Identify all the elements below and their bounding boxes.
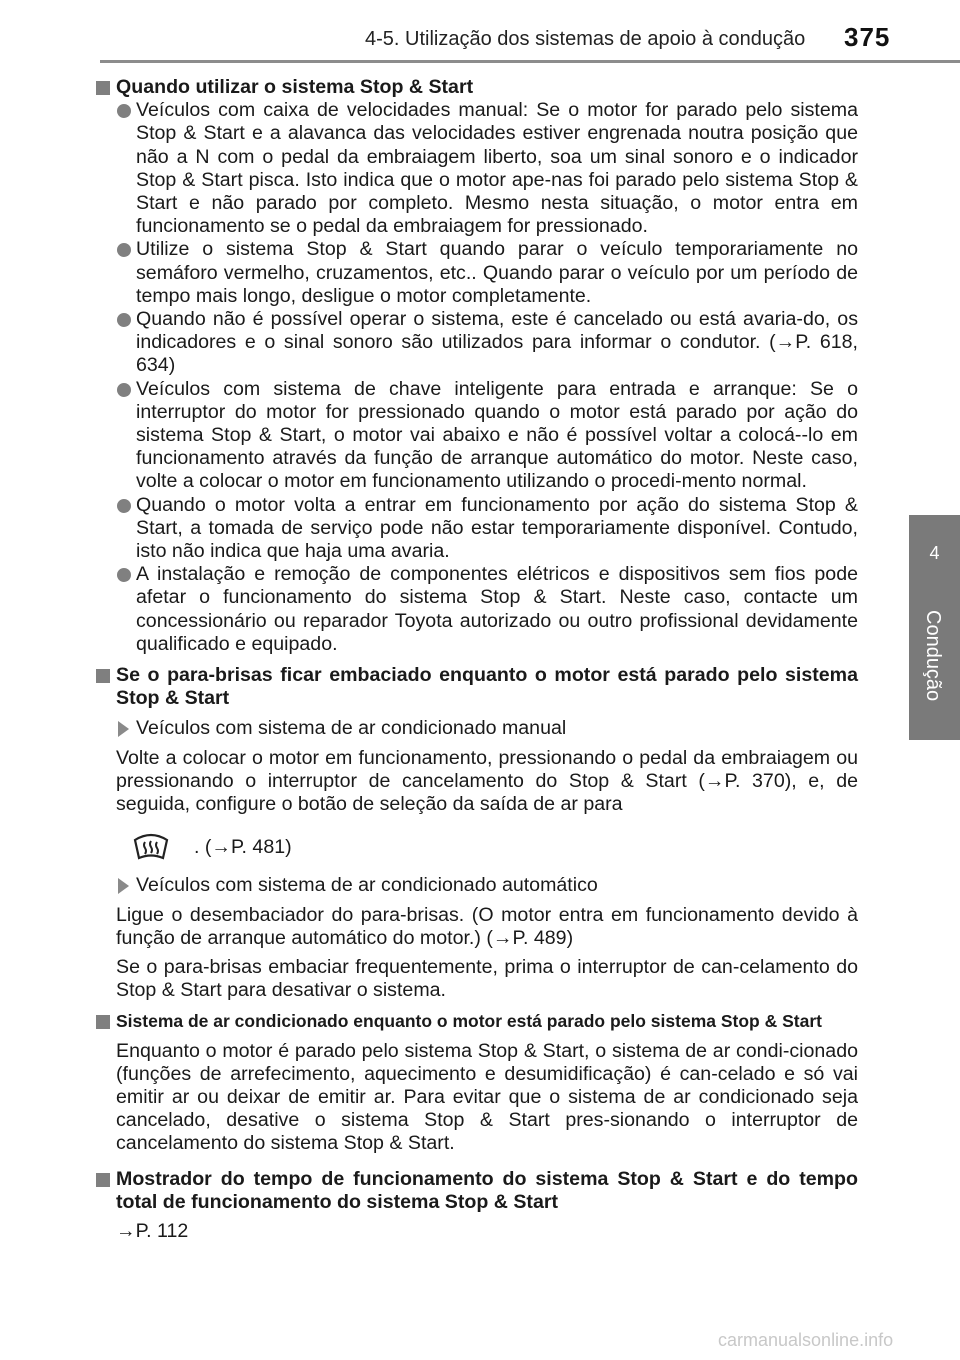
section-heading xyxy=(96,1168,858,1214)
section-title: Se o para-brisas ficar embaciado enquanto o motor está parado pelo sistema Stop & Start xyxy=(116,664,858,710)
bullet-text: Veículos com caixa de velocidades manual: Se o motor for parado pelo sistema Stop & Start e a alavanca das velocidades estiver engrenada noutra posição que não a N com o pedal da embraiagem liberto, soa um sinal sonoro e o indicador Stop & Start pisca. Isto indica que o motor ape-nas foi parado pelo sistema Stop & Start e não parado por completo. Mesmo nesta situação, o motor entra em funcionamento se o pedal da embraiagem for pressionado. xyxy=(136,99,858,238)
bullet-text: A instalação e remoção de componentes elétricos e dispositivos sem fios pode afetar o funcionamento do sistema Stop & Start. Neste caso, contacte um concessionário ou reparador Toyota autorizado ou outro profissional devidamente qualificado e equipado. xyxy=(136,563,858,655)
paragraph: Volte a colocar o motor em funcionamento, pressionando o pedal da embraiagem ou pressionando o interruptor de cancelamento do Stop & Start (→P. 370), e, de seguida, configure o botão de seleção da saída de ar para xyxy=(116,746,858,816)
chapter-number: 4 xyxy=(929,543,940,563)
chapter-tab[interactable] xyxy=(909,515,960,740)
bullet-item xyxy=(116,308,858,378)
header-rule xyxy=(100,60,960,63)
bullet-dot xyxy=(116,563,136,656)
section-heading xyxy=(96,664,858,710)
bullet-dot xyxy=(116,238,136,308)
watermark: carmanualsonline.info xyxy=(718,1330,894,1350)
bullet-text: Veículos com sistema de chave inteligente para entrada e arranque: Se o interruptor do motor for pressionado quando o motor está parado por ação do sistema Stop & Start, o motor vai abaixo e não é possível voltar a colocá--lo em funcionamento através da função de arranque automático do motor. Neste caso, volte a colocar o motor em funcionamento utilizando o procedi-mento normal. xyxy=(136,377,858,493)
page-number: 375 xyxy=(844,22,891,52)
bullet-item xyxy=(116,238,858,308)
subheading xyxy=(116,717,858,740)
section-title: Sistema de ar condicionado enquanto o motor está parado pelo sistema Stop & Start xyxy=(116,1011,822,1032)
bullet-item xyxy=(116,99,858,238)
bullet-dot xyxy=(116,378,136,494)
triangle-icon xyxy=(116,874,136,897)
paragraph: Se o para-brisas embaciar frequentemente, prima o interruptor de can-celamento do Stop & Start para desativar o sistema. xyxy=(116,955,858,1002)
section-marker xyxy=(96,668,116,684)
bullet-item xyxy=(116,563,858,656)
bullet-text: Quando o motor volta a entrar em funcionamento por ação do sistema Stop & Start, a tomada de serviço pode não estar temporariamente disponível. Contudo, isto não indica que haja uma avaria. xyxy=(136,493,858,563)
triangle-icon xyxy=(116,717,136,740)
section-heading xyxy=(96,76,858,99)
section-marker xyxy=(96,1172,116,1188)
subheading-text: Veículos com sistema de ar condicionado automático xyxy=(136,874,598,897)
bullet-item xyxy=(116,494,858,564)
subheading-text: Veículos com sistema de ar condicionado manual xyxy=(136,717,567,740)
page-content xyxy=(96,76,858,1243)
bullet-dot xyxy=(116,99,136,238)
subheading xyxy=(116,874,858,897)
paragraph: Enquanto o motor é parado pelo sistema Stop & Start, o sistema de ar condi-cionado (funções de arrefecimento, aquecimento e desumidificação) é can-celado e só vai emitir ar ou deixar de emitir ar. Para evitar que o sistema de ar condicionado seja cancelado, desative o sistema Stop & Start pres-sionando o interruptor de cancelamento do sistema Stop & Start. xyxy=(116,1039,858,1155)
header-title: 4-5. Utilização dos sistemas de apoio à condução xyxy=(365,28,806,50)
paragraph: Ligue o desembaciador do para-brisas. (O motor entra em funcionamento devido à função de arranque automático do motor.) (→P. 489) xyxy=(116,903,858,949)
icon-reference-text: . (→P. 481) xyxy=(194,835,292,858)
chapter-label: Condução xyxy=(922,610,944,702)
page-reference-link[interactable]: →P. 112 xyxy=(116,1219,189,1242)
section-marker xyxy=(96,1014,116,1030)
section-title: Mostrador do tempo de funcionamento do sistema Stop & Start e do tempo total de funcionamento do sistema Stop & Start xyxy=(116,1167,858,1213)
windshield-defroster-icon xyxy=(132,830,170,864)
section-marker xyxy=(96,80,116,96)
bullet-text: Utilize o sistema Stop & Start quando parar o veículo temporariamente no semáforo vermelho, cruzamentos, etc.. Quando parar o veículo por um período de tempo mais longo, desligue o motor completamente. xyxy=(136,238,858,307)
bullet-item xyxy=(116,378,858,494)
section-title: Quando utilizar o sistema Stop & Start xyxy=(116,76,474,98)
section-heading xyxy=(96,1010,858,1033)
bullet-text: Quando não é possível operar o sistema, este é cancelado ou está avaria-do, os indicadores e o sinal sonoro são utilizados para informar o condutor. (→P. 618, 634) xyxy=(136,308,858,377)
icon-reference-line xyxy=(132,830,858,864)
bullet-dot xyxy=(116,494,136,564)
bullet-dot xyxy=(116,308,136,378)
